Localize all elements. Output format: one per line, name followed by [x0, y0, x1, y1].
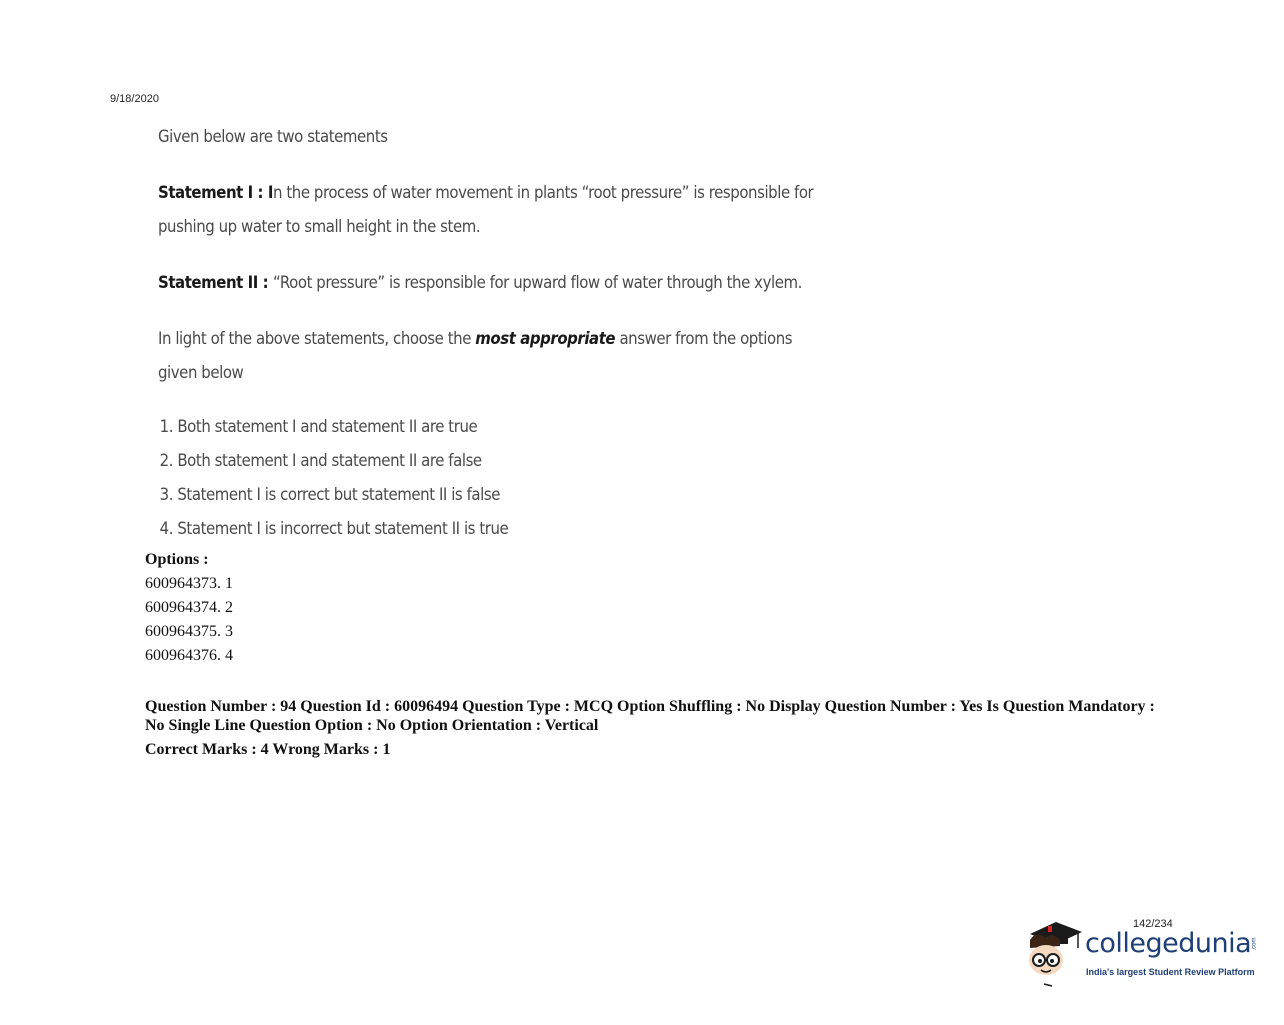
- student-mascot-icon: [1022, 916, 1086, 988]
- statement-1-label: Statement I :: [158, 183, 268, 203]
- marks-line: Correct Marks : 4 Wrong Marks : 1: [145, 741, 391, 758]
- choice-item: 2. Both statement I and statement II are false: [177, 444, 826, 478]
- brand-suffix: .com: [1251, 937, 1258, 951]
- options-block: [145, 548, 233, 668]
- choice-list: [158, 410, 827, 546]
- question-content: [158, 120, 827, 546]
- print-date: 9/18/2020: [110, 93, 159, 105]
- choice-item: 1. Both statement I and statement II are true: [177, 410, 826, 444]
- option-id-item: 600964373. 1: [145, 575, 233, 592]
- option-id-item: 600964375. 3: [145, 623, 233, 640]
- ask-after: answer from the options given below: [158, 329, 793, 383]
- question-meta: [145, 697, 1155, 759]
- brand-tagline: India's largest Student Review Platform: [1086, 967, 1255, 977]
- brand-name: collegedunia: [1085, 928, 1252, 959]
- statement-1-initial: I: [267, 183, 274, 203]
- statement-1: [158, 176, 827, 244]
- choice-item: 3. Statement I is correct but statement II is false: [177, 478, 826, 512]
- statement-2-label: Statement II :: [158, 273, 274, 293]
- collegedunia-logo: [1022, 916, 1262, 988]
- question-intro: Given below are two statements: [158, 127, 388, 147]
- choice-item: 4. Statement I is incorrect but statement II is true: [177, 512, 826, 546]
- statement-2-text: “Root pressure” is responsible for upward flow of water through the xylem.: [273, 273, 802, 293]
- ask-emphasis: most appropriate: [475, 329, 616, 349]
- option-id-item: 600964374. 2: [145, 599, 233, 616]
- statement-1-text: n the process of water movement in plants “root pressure” is responsible for pushing up water to small height in the stem.: [158, 183, 814, 237]
- options-heading: Options :: [145, 551, 209, 568]
- page-number: 142/234: [1133, 918, 1173, 930]
- question-ask: [158, 322, 827, 390]
- statement-2: [158, 266, 827, 300]
- ask-before: In light of the above statements, choose the: [158, 329, 476, 349]
- question-details: Question Number : 94 Question Id : 60096494 Question Type : MCQ Option Shuffling : No Display Question Number : Yes Is Question Mandatory : No Single Line Question Option : No Option Orientation : Vertical: [145, 698, 1155, 734]
- option-id-item: 600964376. 4: [145, 647, 233, 664]
